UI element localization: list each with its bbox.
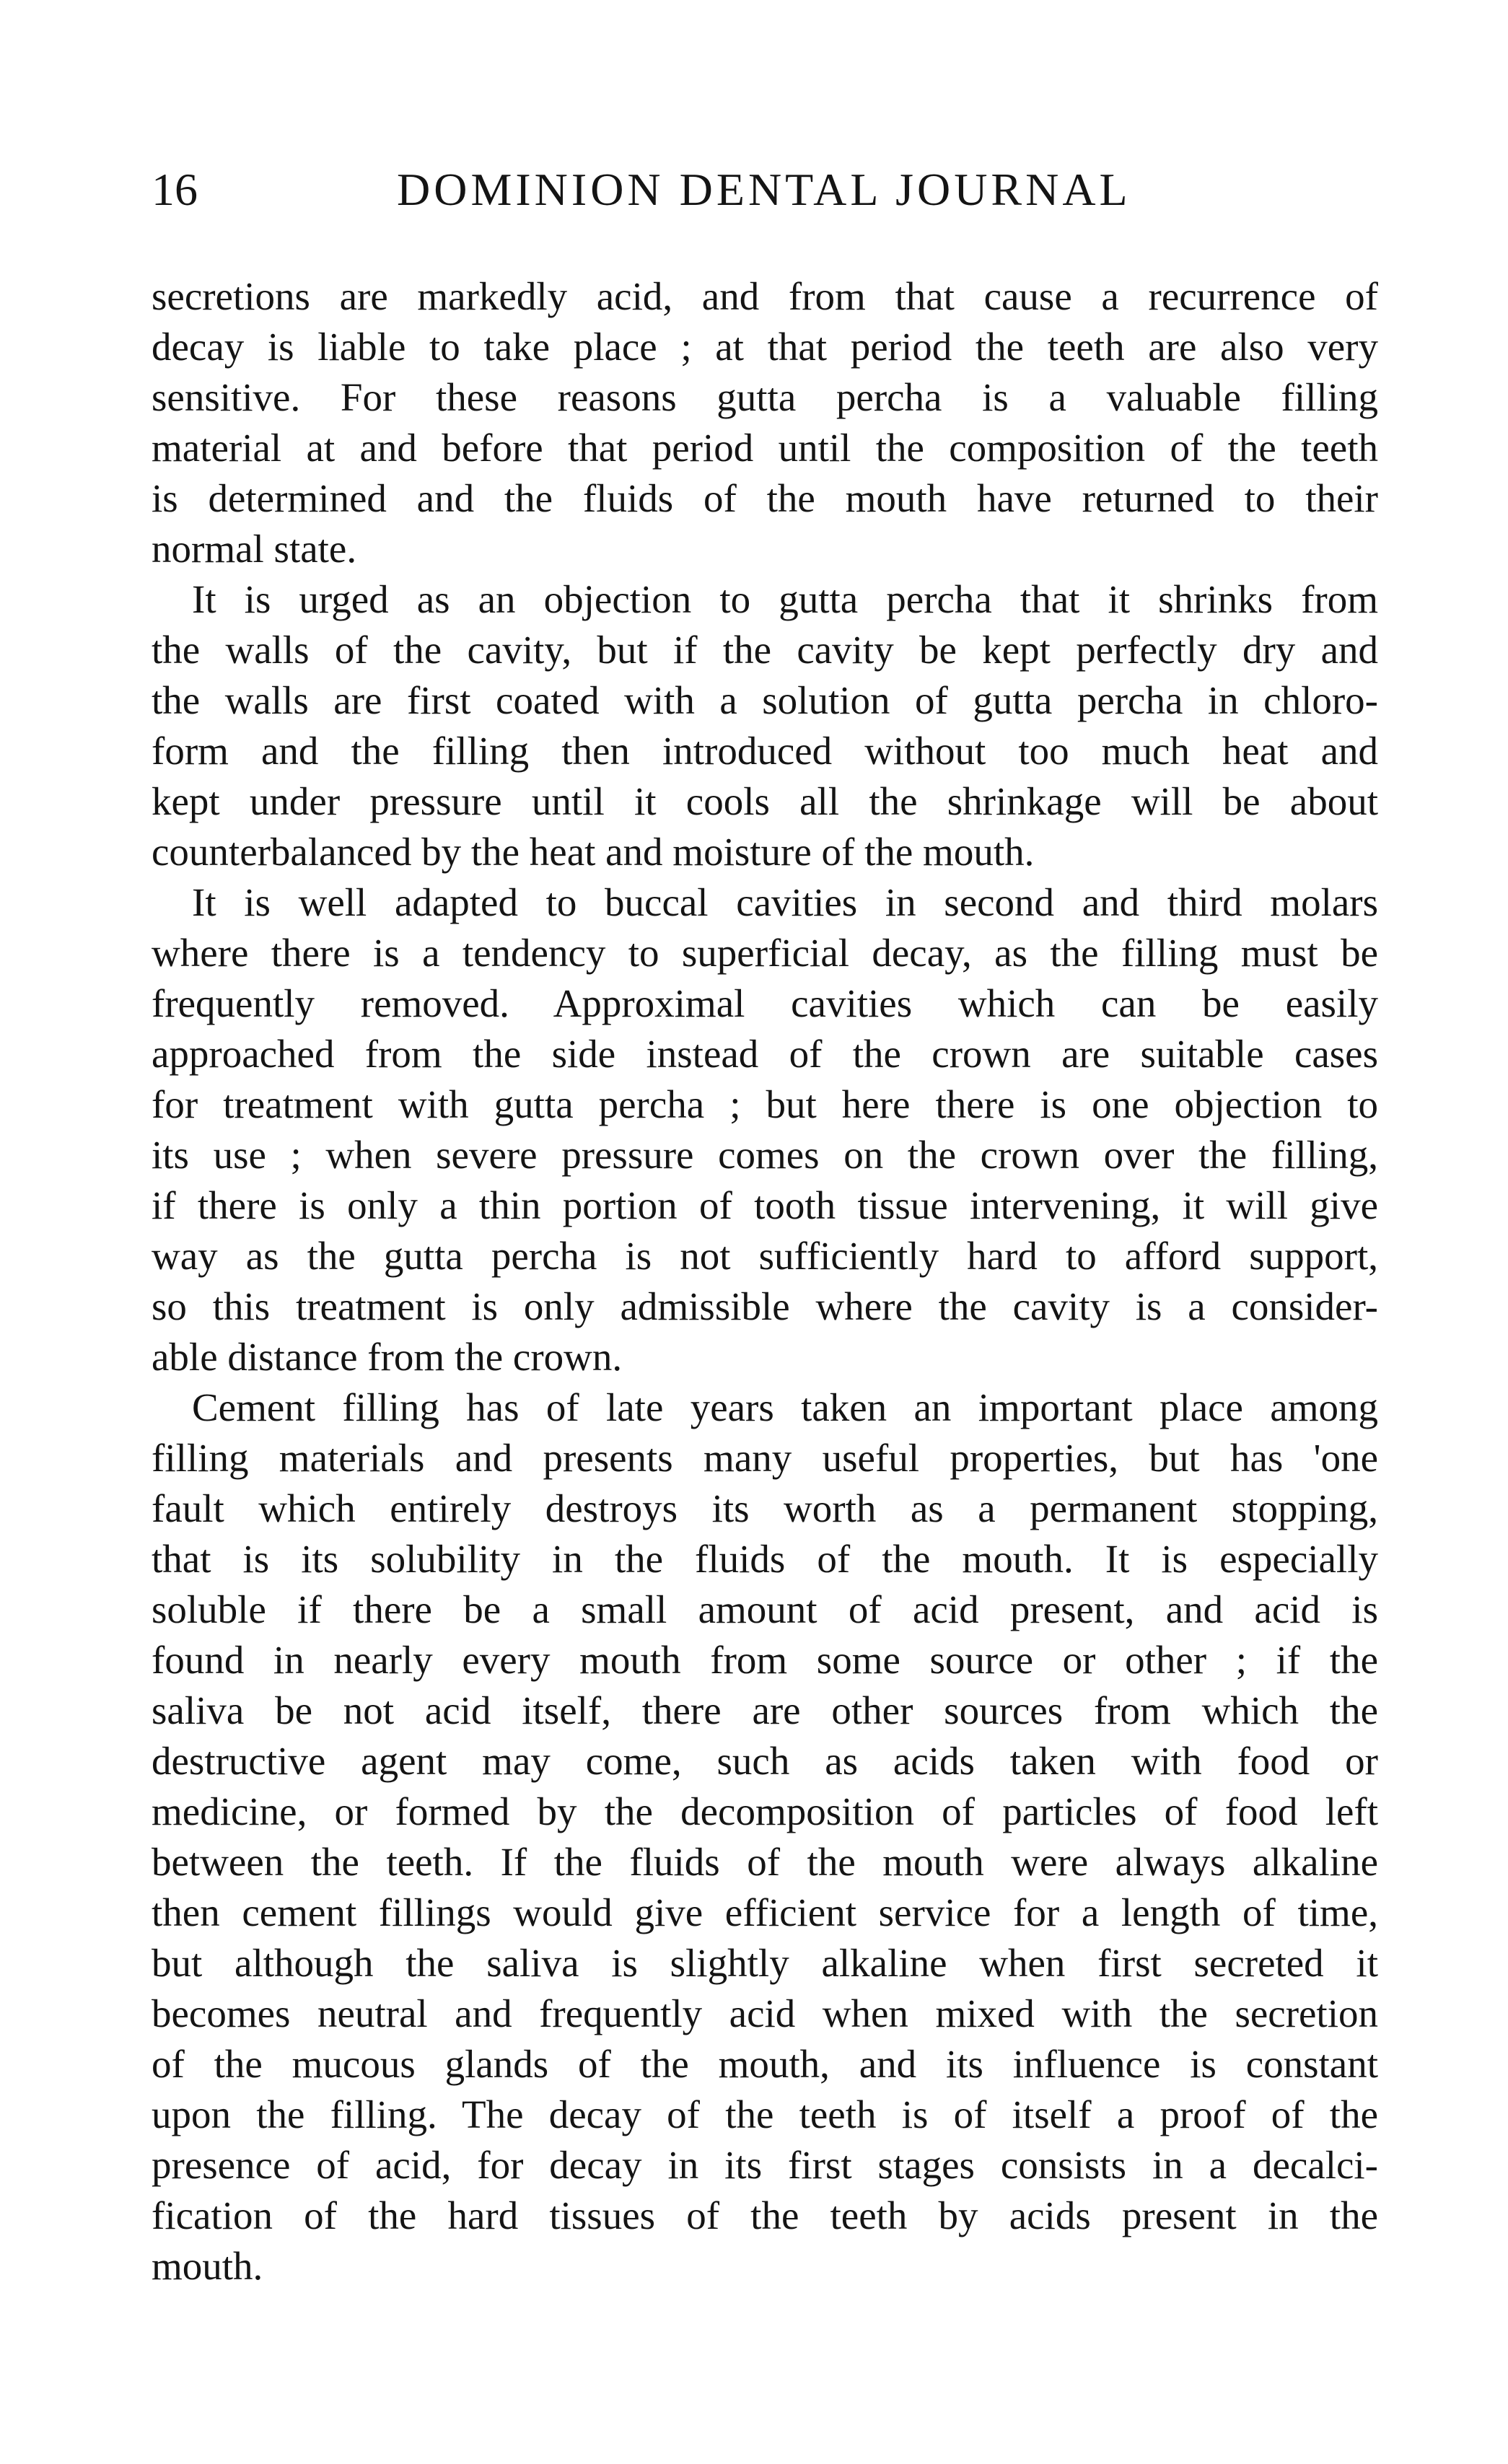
- text-line: It is urged as an objection to gutta percha that it shrinks from: [192, 577, 1378, 621]
- text-line: so this treatment is only admissible where the cavity is a consider-: [152, 1284, 1378, 1328]
- text-line: the walls are first coated with a solution of gutta percha in chloro-: [152, 678, 1378, 722]
- text-line: It is well adapted to buccal cavities in second and third molars: [192, 880, 1378, 924]
- text-line: where there is a tendency to superficial decay, as the filling must be: [152, 931, 1378, 975]
- text-line: way as the gutta percha is not sufficiently hard to afford support,: [152, 1234, 1378, 1278]
- text-line: fault which entirely destroys its worth as a permanent stopping,: [152, 1486, 1378, 1530]
- text-line: kept under pressure until it cools all the shrinkage will be about: [152, 779, 1378, 823]
- text-line: its use ; when severe pressure comes on the crown over the filling,: [152, 1133, 1378, 1177]
- text-line: Cement filling has of late years taken an important place among: [192, 1385, 1378, 1429]
- text-line: decay is liable to take place ; at that period the teeth are also very: [152, 325, 1378, 369]
- text-line: found in nearly every mouth from some source or other ; if the: [152, 1638, 1378, 1682]
- paragraph: [152, 574, 1378, 877]
- text-line: if there is only a thin portion of tooth tissue intervening, it will give: [152, 1183, 1378, 1227]
- text-line: the walls of the cavity, but if the cavity be kept perfectly dry and: [152, 628, 1378, 672]
- text-line: soluble if there be a small amount of acid present, and acid is: [152, 1587, 1378, 1631]
- text-line: saliva be not acid itself, there are other sources from which the: [152, 1688, 1378, 1732]
- text-line: destructive agent may come, such as acids taken with food or: [152, 1739, 1378, 1783]
- text-line: approached from the side instead of the crown are suitable cases: [152, 1032, 1378, 1076]
- text-line: mouth.: [152, 2244, 263, 2288]
- article-body: [152, 271, 1378, 2292]
- journal-title: DOMINION DENTAL JOURNAL: [397, 164, 1131, 215]
- text-line: is determined and the fluids of the mouth have returned to their: [152, 476, 1378, 520]
- text-line: filling materials and presents many useful properties, but has 'one: [152, 1436, 1378, 1480]
- text-line: but although the saliva is slightly alkaline when first secreted it: [152, 1941, 1378, 1985]
- text-line: that is its solubility in the fluids of the mouth. It is especially: [152, 1537, 1378, 1581]
- text-line: between the teeth. If the fluids of the mouth were always alkaline: [152, 1840, 1378, 1884]
- text-line: for treatment with gutta percha ; but here there is one objection to: [152, 1082, 1378, 1126]
- text-line: counterbalanced by the heat and moisture of the mouth.: [152, 830, 1035, 874]
- text-line: of the mucous glands of the mouth, and its influence is constant: [152, 2042, 1378, 2086]
- text-line: form and the filling then introduced without too much heat and: [152, 729, 1378, 773]
- text-line: then cement fillings would give efficient service for a length of time,: [152, 1890, 1378, 1934]
- text-line: presence of acid, for decay in its first stages consists in a decalci-: [152, 2143, 1378, 2187]
- text-line: becomes neutral and frequently acid when mixed with the secretion: [152, 1991, 1378, 2035]
- text-line: material at and before that period until the composition of the teeth: [152, 426, 1378, 470]
- text-line: normal state.: [152, 527, 357, 571]
- running-head: [152, 157, 1378, 222]
- text-line: upon the filling. The decay of the teeth is of itself a proof of the: [152, 2092, 1378, 2136]
- paragraph: [152, 271, 1378, 574]
- text-line: secretions are markedly acid, and from that cause a recurrence of: [152, 274, 1378, 318]
- paragraph: [152, 877, 1378, 1382]
- page-number: 16: [152, 164, 198, 215]
- text-line: fication of the hard tissues of the teeth by acids present in the: [152, 2193, 1378, 2237]
- text-line: sensitive. For these reasons gutta percha is a valuable filling: [152, 375, 1378, 419]
- text-line: able distance from the crown.: [152, 1335, 623, 1379]
- paragraph: [152, 1382, 1378, 2292]
- text-line: medicine, or formed by the decomposition of particles of food left: [152, 1789, 1378, 1833]
- text-line: frequently removed. Approximal cavities which can be easily: [152, 981, 1378, 1025]
